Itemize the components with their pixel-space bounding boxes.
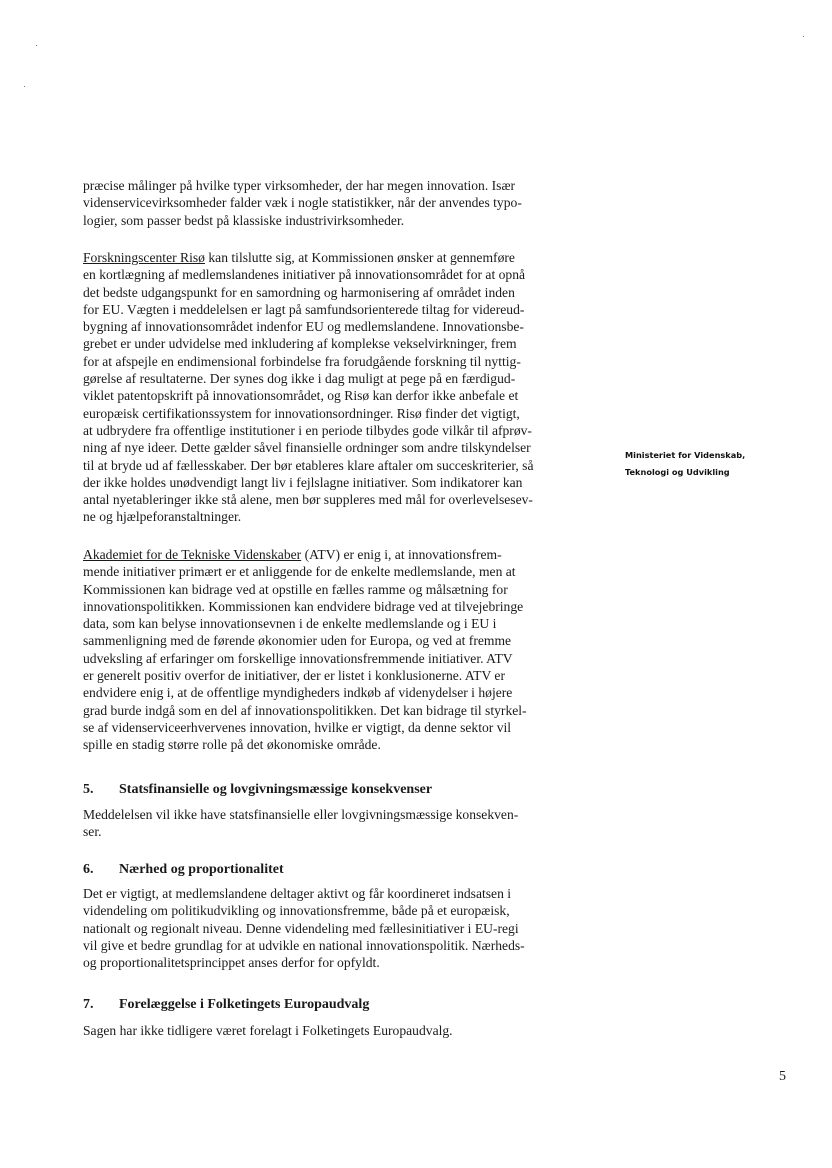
- text-line: Sagen har ikke tidligere været forelagt i Folketingets Europaudvalg.: [83, 1023, 453, 1038]
- section-title: Nærhed og proportionalitet: [119, 862, 284, 877]
- text-line: sammenligning med de førende økonomier uden for Europa, og ved at fremme: [83, 633, 512, 649]
- ministry-sidebar: [625, 447, 805, 481]
- org-name-riso: Forskningscenter Risø: [83, 250, 205, 265]
- text-line: bygning af innovationsområdet indenfor EU og medlemslandene. Innovationsbe-: [83, 319, 524, 335]
- text-line: videndeling om politikudvikling og innovationsfremme, både på et europæisk,: [83, 903, 510, 919]
- text-line: ser.: [83, 824, 102, 840]
- section-body-5: [83, 806, 593, 841]
- text-line: for at afspejle en endimensional forbindelse fra forudgående forskning til nyttig-: [83, 353, 521, 369]
- text-line: udveksling af erfaringer om forskellige innovationsfremmende initiativer. ATV: [83, 650, 513, 666]
- text-line: grad burde indgå som en del af innovationspolitikken. Det kan bidrage til styrkel-: [83, 702, 527, 718]
- section-title: Forelæggelse i Folketingets Europaudvalg: [119, 997, 370, 1012]
- section-body-7: [83, 1022, 593, 1039]
- text-line: en kortlægning af medlemslandenes initiativer på innovationsområdet for at opnå: [83, 267, 526, 283]
- text-line: nationalt og regionalt niveau. Denne videndeling med fællesinitiativer i EU-regi: [83, 920, 519, 936]
- paragraph-continuation: [83, 177, 593, 229]
- text-line: at udbrydere fra offentlige institutioner i en periode tilbydes gode vilkår til afprøv-: [83, 422, 532, 438]
- section-number: 7.: [83, 997, 94, 1012]
- text-line: Kommissionen kan bidrage ved at opstille en fælles ramme og målsætning for: [83, 581, 508, 597]
- scan-speck: [36, 45, 37, 46]
- text-line: vil give et bedre grundlag for at udvikle en national innovationspolitik. Nærheds-: [83, 937, 525, 953]
- page-number: 5: [779, 1069, 786, 1084]
- text-line: spille en stadig større rolle på det økonomiske område.: [83, 737, 381, 753]
- text-line: ning af nye ideer. Dette gælder såvel finansielle ordninger som andre tilskyndelser: [83, 440, 531, 456]
- text-line: viklet patentopskrift på innovationsområdet, og Risø kan derfor ikke anbefale et: [83, 388, 519, 404]
- section-heading-6: [83, 861, 603, 878]
- text-line: det bedste udgangspunkt for en samordning og harmonisering af området inden: [83, 284, 515, 300]
- section-number: 5.: [83, 782, 94, 797]
- text-line: se af videnserviceerhvervenes innovation, hvilke er vigtigt, da denne sektor vil: [83, 719, 512, 735]
- text-line: og proportionalitetsprincippet anses derfor for opfyldt.: [83, 955, 380, 971]
- text-line: logier, som passer bedst på klassiske industrivirksomheder.: [83, 212, 405, 228]
- text-line: Meddelelsen vil ikke have statsfinansielle eller lovgivningsmæssige konsekven-: [83, 807, 519, 822]
- text-line: [83, 249, 593, 266]
- text-line: antal nyetableringer ikke stå alene, men bør suppleres med mål for overlevelsesev-: [83, 492, 533, 508]
- text-line: ne og hjælpeforanstaltninger.: [83, 509, 242, 525]
- text-fragment: (ATV) er enig i, at innovationsfrem-: [301, 547, 502, 562]
- text-line: gørelse af resultaterne. Der synes dog ikke i dag muligt at pege på en færdigud-: [83, 371, 516, 387]
- paragraph-atv: [83, 546, 593, 754]
- text-line: grebet er under udvidelse med inkludering af komplekse vekselvirkninger, frem: [83, 336, 517, 352]
- section-heading-5: [83, 781, 603, 798]
- text-line: Det er vigtigt, at medlemslandene deltager aktivt og får koordineret indsatsen i: [83, 886, 512, 901]
- ministry-name-line: Teknologi og Udvikling: [625, 467, 730, 477]
- section-body-6: [83, 885, 593, 971]
- text-line: der ikke holdes unødvendigt langt liv i fejlslagne initiativer. Som indikatorer kan: [83, 474, 523, 490]
- scan-speck: [24, 86, 25, 87]
- text-line: europæisk certifikationssystem for innovationsordninger. Risø finder det vigtigt,: [83, 405, 520, 421]
- text-line: data, som kan belyse innovationsevnen i de enkelte medlemslande og i EU i: [83, 616, 497, 632]
- text-line: for EU. Vægten i meddelelsen er lagt på samfundsorienterede tiltag for videreud-: [83, 301, 525, 317]
- text-line: præcise målinger på hvilke typer virksomheder, der har megen innovation. Især: [83, 178, 516, 193]
- ministry-name-line: Ministeriet for Videnskab,: [625, 450, 746, 460]
- text-line: er generelt positiv overfor de initiativer, der er listet i konklusionerne. ATV er: [83, 668, 505, 684]
- section-heading-7: [83, 996, 603, 1013]
- scan-speck: [803, 36, 804, 37]
- text-fragment: kan tilslutte sig, at Kommissionen ønsker at gennemføre: [204, 250, 515, 265]
- text-line: videnservicevirksomheder falder væk i nogle statistikker, når der anvendes typo-: [83, 195, 522, 211]
- text-line: [83, 546, 593, 563]
- text-line: mende initiativer primært er et anliggende for de enkelte medlemslande, men at: [83, 564, 516, 580]
- paragraph-riso: [83, 249, 593, 526]
- section-title: Statsfinansielle og lovgivningsmæssige konsekvenser: [119, 782, 433, 797]
- text-line: endvidere enig i, at de offentlige myndigheders indkøb af videnydelser i højere: [83, 685, 513, 701]
- text-line: til at bryde ud af fællesskaber. Der bør etableres klare aftaler om succeskriterier, så: [83, 457, 534, 473]
- text-line: innovationspolitikken. Kommissionen kan endvidere bidrage ved at tilvejebringe: [83, 598, 524, 614]
- section-number: 6.: [83, 862, 94, 877]
- org-name-atv: Akademiet for de Tekniske Videnskaber: [83, 547, 302, 562]
